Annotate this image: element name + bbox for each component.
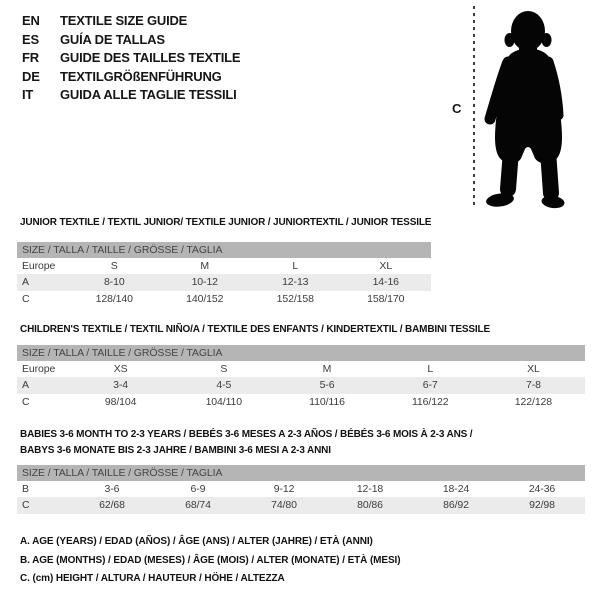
size-cell: 140/152 (186, 292, 224, 305)
height-dashed-line-icon (473, 6, 475, 208)
language-title: TEXTILE SIZE GUIDE (60, 13, 188, 28)
size-header-bar: SIZE / TALLA / TAILLE / GRÖSSE / TAGLIA (17, 242, 431, 258)
size-cell: 128/140 (95, 292, 133, 305)
size-cell: 122/128 (514, 395, 553, 408)
language-title: GUIDE DES TAILLES TEXTILE (60, 50, 241, 66)
language-title: GUÍA DE TALLAS (60, 31, 165, 47)
language-row (22, 50, 240, 69)
size-cell: 92/98 (529, 499, 555, 512)
language-row (22, 32, 240, 51)
height-measure-label: C (452, 101, 462, 116)
table-row-age-months (17, 481, 585, 497)
size-cell: 12-18 (356, 483, 384, 496)
size-cell: L (292, 260, 299, 273)
row-label: A (22, 276, 29, 289)
language-code: FR (22, 50, 39, 66)
size-cell: 104/110 (205, 395, 243, 408)
size-cell: 4-5 (216, 379, 232, 392)
size-cell: 116/122 (411, 395, 449, 408)
size-cell: 12-13 (282, 276, 309, 289)
toddler-silhouette-icon (480, 5, 578, 209)
size-cell: 158/170 (367, 292, 405, 305)
language-list (22, 13, 240, 106)
size-cell: 80/86 (357, 499, 383, 512)
children-size-table (17, 322, 585, 410)
size-cell: 98/104 (104, 395, 137, 408)
note-age-years: A. AGE (YEARS) / EDAD (AÑOS) / ÂGE (ANS) / ALTER (JAHRE) / ETÀ (ANNI) (20, 536, 373, 547)
children-table-title: CHILDREN'S TEXTILE / TEXTIL NIÑO/A / TEXTILE DES ENFANTS / KINDERTEXTIL / BAMBINI TESSILE (20, 324, 490, 335)
table-row-age (17, 377, 585, 393)
size-cell: 3-6 (104, 483, 120, 496)
silhouette-leg-left (508, 151, 511, 189)
language-row (22, 69, 240, 88)
size-cell: 8-10 (103, 276, 125, 289)
row-label: C (22, 499, 30, 512)
legend-notes (20, 533, 400, 589)
size-cell: XS (113, 363, 128, 376)
size-cell: 14-16 (372, 276, 399, 289)
note-age-months: B. AGE (MONTHS) / EDAD (MESES) / ÂGE (MOIS) / ALTER (MONATE) / ETÀ (MESI) (20, 554, 401, 566)
size-cell: XL (379, 260, 393, 273)
size-cell: 5-6 (319, 379, 335, 392)
height-measure-figure (448, 3, 593, 211)
language-title: TEXTILGRÖßENFÜHRUNG (60, 68, 222, 84)
row-label: Europe (22, 260, 56, 273)
size-header-bar: SIZE / TALLA / TAILLE / GRÖSSE / TAGLIA (17, 345, 585, 361)
table-row-height (17, 291, 431, 307)
row-label: A (22, 379, 29, 392)
table-row-height (17, 394, 585, 410)
size-cell: S (220, 363, 228, 376)
size-cell: S (110, 260, 118, 273)
note-height: C. (cm) HEIGHT / ALTURA / HAUTEUR / HÖHE / ALTEZZA (20, 573, 285, 585)
size-cell: 7-8 (525, 379, 541, 392)
silhouette-ear-right (542, 33, 552, 47)
size-cell: 18-24 (442, 483, 470, 496)
junior-size-table (17, 215, 431, 307)
size-cell: 74/80 (271, 499, 297, 512)
size-cell: 68/74 (185, 499, 211, 512)
row-label: B (22, 483, 29, 496)
language-title: GUIDA ALLE TAGLIE TESSILI (60, 87, 237, 103)
language-row (22, 87, 240, 106)
row-label: C (22, 395, 30, 408)
row-label: C (22, 292, 30, 305)
size-cell: 110/116 (309, 395, 345, 408)
language-code: ES (22, 31, 39, 47)
babies-size-table (17, 427, 585, 514)
size-cell: 6-7 (422, 379, 438, 392)
table-row-europe (17, 361, 585, 377)
size-cell: 62/68 (99, 499, 125, 512)
babies-table-title-line1: BABIES 3-6 MONTH TO 2-3 YEARS / BEBÉS 3-6 MESES A 2-3 AÑOS / BÉBÉS 3-6 MOIS À 2-3 ANS / (20, 429, 473, 440)
size-cell: L (427, 363, 434, 376)
language-code: DE (22, 68, 40, 84)
size-cell: 10-12 (191, 276, 218, 289)
size-cell: 3-4 (113, 379, 129, 392)
row-label: Europe (22, 363, 56, 376)
junior-table-title: JUNIOR TEXTILE / TEXTIL JUNIOR/ TEXTILE JUNIOR / JUNIORTEXTIL / JUNIOR TESSILE (20, 217, 432, 228)
size-header-bar: SIZE / TALLA / TAILLE / GRÖSSE / TAGLIA (17, 465, 585, 481)
size-cell: 6-9 (190, 483, 206, 496)
size-cell: XL (527, 363, 540, 376)
table-row-height (17, 497, 585, 513)
size-cell: M (322, 363, 332, 376)
size-cell: 9-12 (273, 483, 295, 496)
size-cell: 152/158 (276, 292, 314, 305)
silhouette-ear-left (505, 33, 515, 47)
size-cell: 24-36 (528, 483, 556, 496)
size-cell: M (200, 260, 210, 273)
language-row (22, 13, 240, 32)
table-row-age (17, 274, 431, 290)
table-row-europe (17, 258, 431, 274)
language-code: IT (22, 87, 34, 103)
size-cell: 86/92 (443, 499, 469, 512)
silhouette-leg-right (548, 151, 551, 193)
babies-table-title-line2: BABYS 3-6 MONATE BIS 2-3 JAHRE / BAMBINI 3-6 MESI A 2-3 ANNI (20, 445, 331, 456)
language-code: EN (22, 13, 40, 28)
